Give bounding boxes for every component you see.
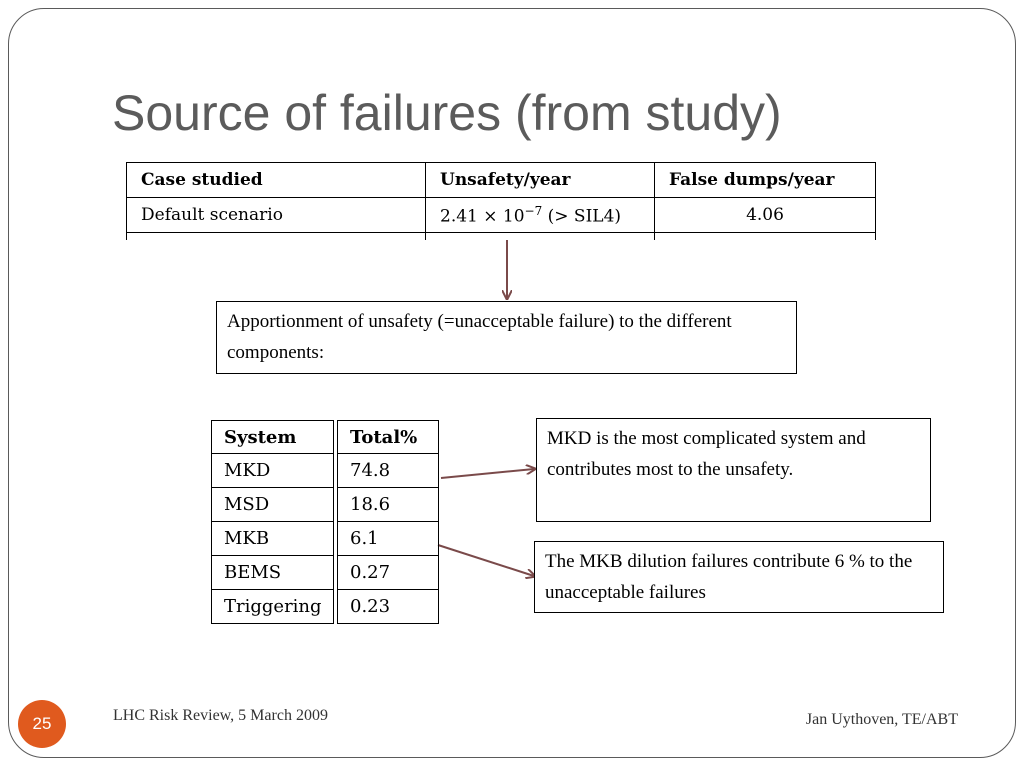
system-cell: Triggering <box>211 590 334 624</box>
cell-unsafety <box>426 198 655 233</box>
unsafety-note: (> SIL4) <box>542 206 622 227</box>
system-column <box>211 420 334 624</box>
total-cell: 0.27 <box>337 556 439 590</box>
slide-title: Source of failures (from study) <box>112 85 782 141</box>
total-cell: 18.6 <box>337 488 439 522</box>
mkb-note-box: The MKB dilution failures contribute 6 % to the unacceptable failures <box>534 541 944 613</box>
header-total: Total% <box>337 420 439 454</box>
cell-false-dumps: 4.06 <box>655 198 876 233</box>
mkd-note-box: MKD is the most complicated system and contributes most to the unsafety. <box>536 418 931 522</box>
header-false-dumps: False dumps/year <box>655 163 876 198</box>
header-system: System <box>211 420 334 454</box>
system-cell: MKB <box>211 522 334 556</box>
cell-case: Default scenario <box>127 198 426 233</box>
total-cell: 74.8 <box>337 454 439 488</box>
apportionment-box: Apportionment of unsafety (=unacceptable failure) to the different components: <box>216 301 797 374</box>
footer-event: LHC Risk Review, 5 March 2009 <box>113 707 328 724</box>
header-case: Case studied <box>127 163 426 198</box>
unsafety-exponent: −7 <box>524 203 543 218</box>
page-number-badge: 25 <box>18 700 66 748</box>
table-row <box>127 198 876 233</box>
system-cell: BEMS <box>211 556 334 590</box>
footer-author: Jan Uythoven, TE/ABT <box>805 711 958 728</box>
header-unsafety: Unsafety/year <box>426 163 655 198</box>
table-row-cut <box>127 233 876 241</box>
total-cell: 6.1 <box>337 522 439 556</box>
total-cell: 0.23 <box>337 590 439 624</box>
unsafety-base: 2.41 × 10 <box>440 206 525 227</box>
system-cell: MKD <box>211 454 334 488</box>
total-column <box>337 420 439 624</box>
system-cell: MSD <box>211 488 334 522</box>
case-table-header <box>127 163 876 198</box>
case-table <box>126 162 876 240</box>
